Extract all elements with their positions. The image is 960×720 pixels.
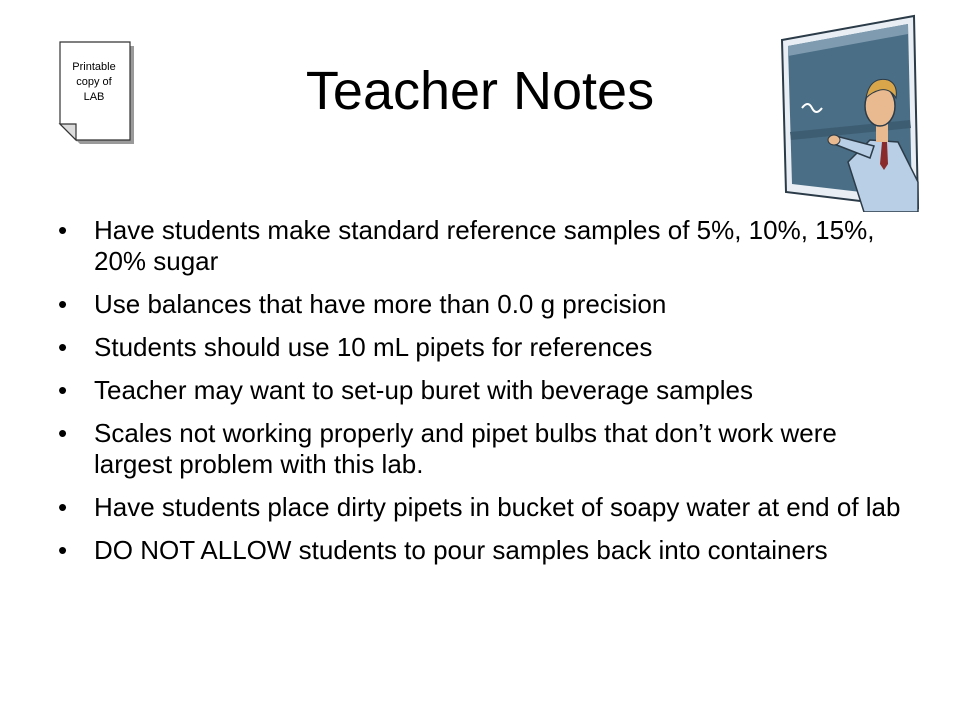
bullet-text: Use balances that have more than 0.0 g precision <box>94 289 667 319</box>
bullet-text: Teacher may want to set-up buret with beverage samples <box>94 375 754 405</box>
list-item <box>58 492 918 523</box>
bullet-list <box>58 215 918 578</box>
bullet-dot: • <box>58 375 68 405</box>
list-item <box>58 418 918 480</box>
bullet-text: DO NOT ALLOW students to pour samples back into containers <box>94 535 828 565</box>
bullet-dot: • <box>58 215 68 245</box>
printable-lab-link[interactable] <box>58 40 138 150</box>
printable-line-2: copy of <box>76 76 112 88</box>
printable-line-1: Printable <box>72 61 116 73</box>
bullet-text: Students should use 10 mL pipets for references <box>94 332 653 362</box>
printable-line-3: LAB <box>83 91 105 103</box>
bullet-text: Scales not working properly and pipet bulbs that don’t work were largest problem with this lab. <box>94 418 837 479</box>
list-item <box>58 375 918 406</box>
bullet-dot: • <box>58 535 68 565</box>
printable-lab-label <box>62 60 126 105</box>
slide-title: Teacher Notes <box>305 61 655 121</box>
teacher-chalkboard-icon <box>778 12 920 212</box>
list-item <box>58 215 918 277</box>
bullet-dot: • <box>58 492 68 522</box>
bullet-text: Have students place dirty pipets in bucket of soapy water at end of lab <box>94 492 901 522</box>
bullet-text: Have students make standard reference samples of 5%, 10%, 15%, 20% sugar <box>94 215 875 276</box>
list-item <box>58 332 918 363</box>
list-item <box>58 289 918 320</box>
bullet-dot: • <box>58 332 68 362</box>
bullet-dot: • <box>58 289 68 319</box>
list-item <box>58 535 918 566</box>
bullet-dot: • <box>58 418 68 448</box>
